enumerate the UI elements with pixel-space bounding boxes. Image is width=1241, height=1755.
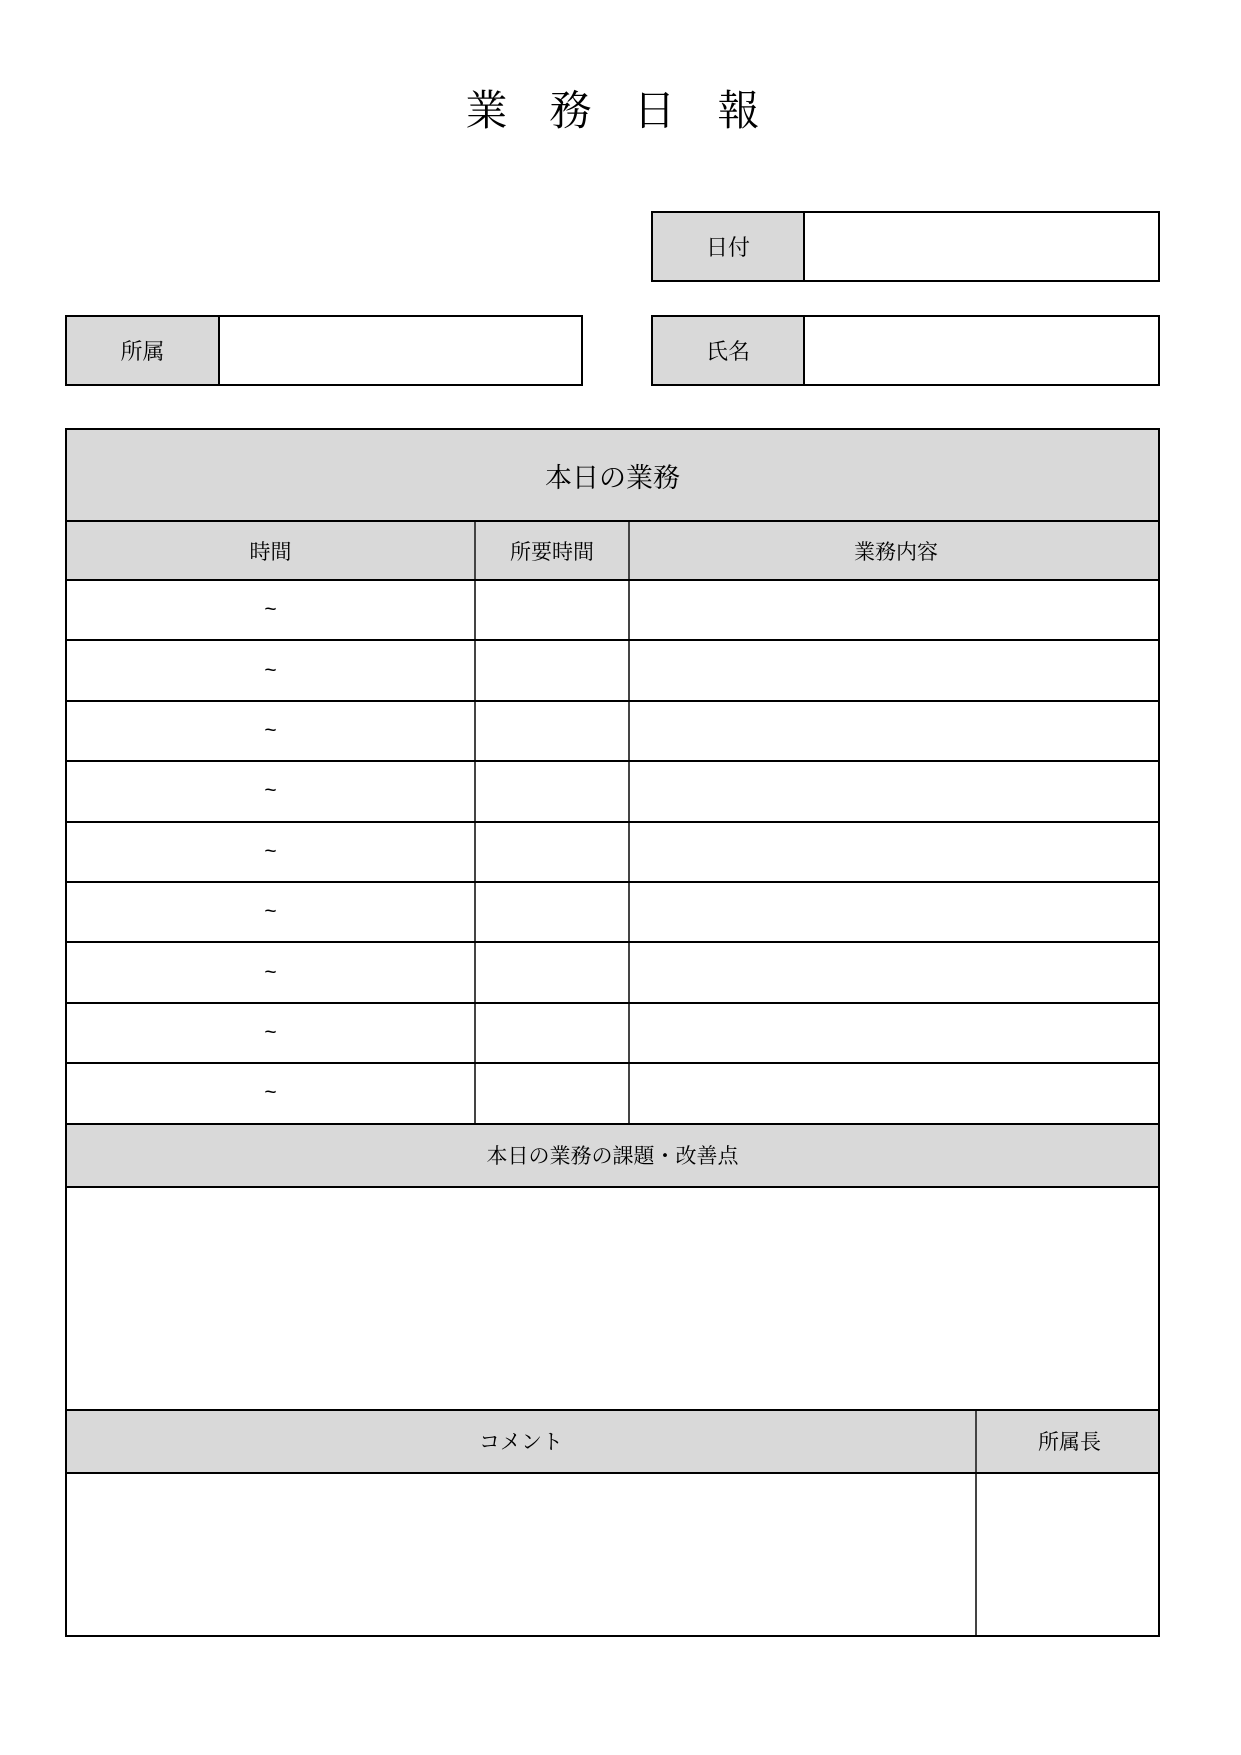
time-cell[interactable]: ~ xyxy=(67,762,476,820)
table-row xyxy=(67,1004,1158,1064)
content-cell[interactable] xyxy=(630,943,1162,1001)
table-row xyxy=(67,883,1158,943)
manager-label: 所属長 xyxy=(1038,1431,1101,1455)
time-cell[interactable]: ~ xyxy=(67,581,476,639)
duration-cell[interactable] xyxy=(476,641,630,699)
duration-cell[interactable] xyxy=(476,943,630,1001)
page-title: 業 務 日 報 xyxy=(465,87,760,134)
duration-cell[interactable] xyxy=(476,823,630,881)
duration-cell[interactable] xyxy=(476,1064,630,1122)
table-row xyxy=(67,581,1158,641)
manager-stamp-area[interactable] xyxy=(977,1474,1162,1635)
table-row xyxy=(67,762,1158,822)
date-label: 日付 xyxy=(653,213,805,280)
content-cell[interactable] xyxy=(630,1004,1162,1062)
date-input[interactable] xyxy=(805,213,1158,280)
time-cell[interactable]: ~ xyxy=(67,883,476,941)
work-table-title: 本日の業務 xyxy=(67,430,1158,522)
date-field xyxy=(651,211,1160,282)
content-cell[interactable] xyxy=(630,581,1162,639)
column-header-content: 業務内容 xyxy=(854,540,938,564)
content-cell[interactable] xyxy=(630,702,1162,760)
column-header-time: 時間 xyxy=(67,522,476,579)
content-cell[interactable] xyxy=(630,823,1162,881)
content-cell[interactable] xyxy=(630,641,1162,699)
name-field xyxy=(651,315,1160,386)
comment-section-body xyxy=(67,1474,1158,1635)
duration-cell[interactable] xyxy=(476,581,630,639)
duration-cell[interactable] xyxy=(476,702,630,760)
time-cell[interactable]: ~ xyxy=(67,702,476,760)
content-cell[interactable] xyxy=(630,883,1162,941)
time-cell[interactable]: ~ xyxy=(67,823,476,881)
content-cell[interactable] xyxy=(630,762,1162,820)
duration-cell[interactable] xyxy=(476,1004,630,1062)
issues-input-area[interactable] xyxy=(67,1188,1158,1411)
table-row xyxy=(67,1064,1158,1124)
duration-cell[interactable] xyxy=(476,762,630,820)
name-input[interactable] xyxy=(805,317,1158,384)
duration-cell[interactable] xyxy=(476,883,630,941)
time-cell[interactable]: ~ xyxy=(67,1064,476,1122)
comment-input-area[interactable] xyxy=(67,1474,977,1635)
comment-label: コメント xyxy=(67,1411,977,1472)
issues-section-header: 本日の業務の課題・改善点 xyxy=(67,1125,1158,1188)
table-row xyxy=(67,702,1158,762)
table-row xyxy=(67,823,1158,883)
time-cell[interactable]: ~ xyxy=(67,943,476,1001)
table-row xyxy=(67,943,1158,1003)
time-cell[interactable]: ~ xyxy=(67,1004,476,1062)
time-cell[interactable]: ~ xyxy=(67,641,476,699)
content-cell[interactable] xyxy=(630,1064,1162,1122)
column-header-duration: 所要時間 xyxy=(476,522,630,579)
department-label: 所属 xyxy=(67,317,220,384)
department-input[interactable] xyxy=(220,317,581,384)
table-row xyxy=(67,641,1158,701)
work-table-column-header xyxy=(67,522,1158,581)
department-field xyxy=(65,315,583,386)
name-label: 氏名 xyxy=(653,317,805,384)
comment-section-header xyxy=(67,1411,1158,1474)
work-report-table xyxy=(65,428,1160,1637)
